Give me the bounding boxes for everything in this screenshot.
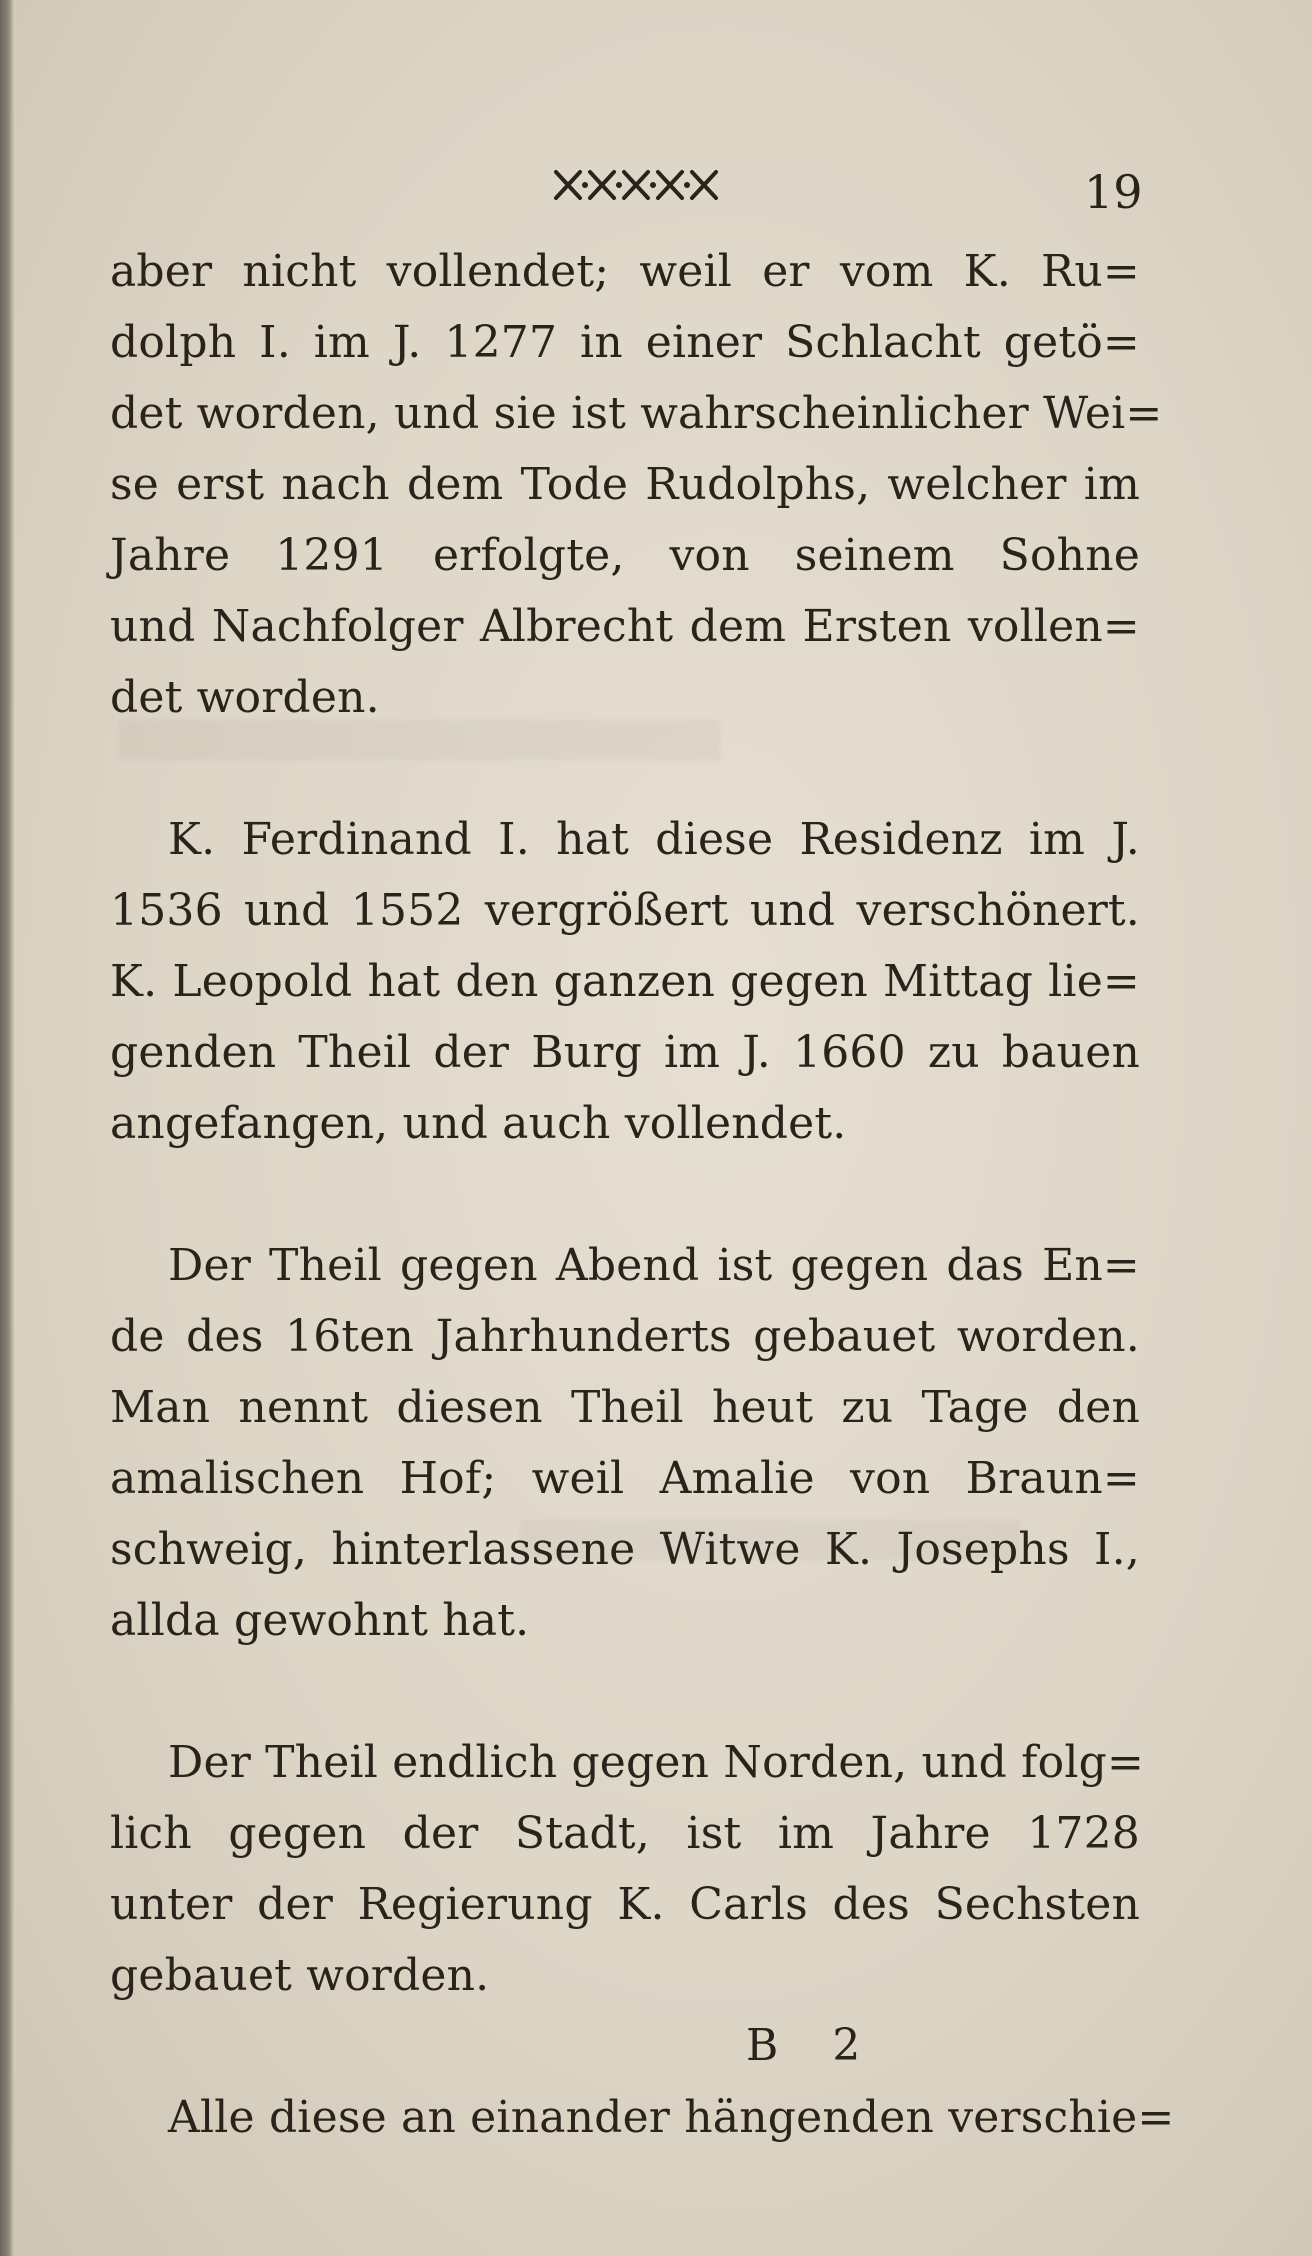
text-line: Jahre 1291 erfolgte, von seinem Sohne [110,530,1140,581]
paragraph-4 [110,1727,1145,2011]
paragraph-5 [110,2082,1175,2153]
text-line: aber nicht vollendet; weil er vom K. Ru= [110,246,1140,297]
paragraph-1 [110,236,1163,733]
text-line: lich gegen der Stadt, ist im Jahre 1728 [110,1808,1140,1859]
text-line: de des 16ten Jahrhunderts gebauet worden. [110,1311,1140,1362]
text-line: allda gewohnt hat. [110,1595,530,1646]
dinkus-ornament [550,160,730,210]
signature-mark: B 2 [746,2020,881,2071]
text-line: schweig, hinterlassene Witwe K. Josephs I., [110,1524,1140,1575]
text-line: det worden. [110,672,380,723]
text-line: und Nachfolger Albrecht dem Ersten vollen= [110,601,1140,652]
text-line: Der Theil endlich gegen Norden, und folg= [168,1737,1145,1788]
text-line: 1536 und 1552 vergrößert und verschönert. [110,885,1140,936]
text-line: unter der Regierung K. Carls des Sechsten [110,1879,1140,1930]
text-line: Alle diese an einander hängenden verschie= [168,2092,1175,2143]
page-number: 19 [1084,165,1143,219]
text-line: genden Theil der Burg im J. 1660 zu bauen [110,1027,1140,1078]
text-line: det worden, und sie ist wahrscheinlicher Wei= [110,388,1163,439]
text-line: K. Leopold hat den ganzen gegen Mittag lie= [110,956,1140,1007]
text-line: angefangen, und auch vollendet. [110,1098,847,1149]
page-gutter-shadow [0,0,14,2256]
paragraph-2 [110,804,1140,1159]
text-line: Der Theil gegen Abend ist gegen das En= [168,1240,1140,1291]
text-line: gebauet worden. [110,1950,490,2001]
text-line: amalischen Hof; weil Amalie von Braun= [110,1453,1140,1504]
text-line: dolph I. im J. 1277 in einer Schlacht getö= [110,317,1140,368]
body-text [110,236,1175,2224]
text-line: K. Ferdinand I. hat diese Residenz im J. [168,814,1140,865]
paragraph-3 [110,1230,1140,1656]
text-line: se erst nach dem Tode Rudolphs, welcher im [110,459,1140,510]
text-line: Man nennt diesen Theil heut zu Tage den [110,1382,1140,1433]
